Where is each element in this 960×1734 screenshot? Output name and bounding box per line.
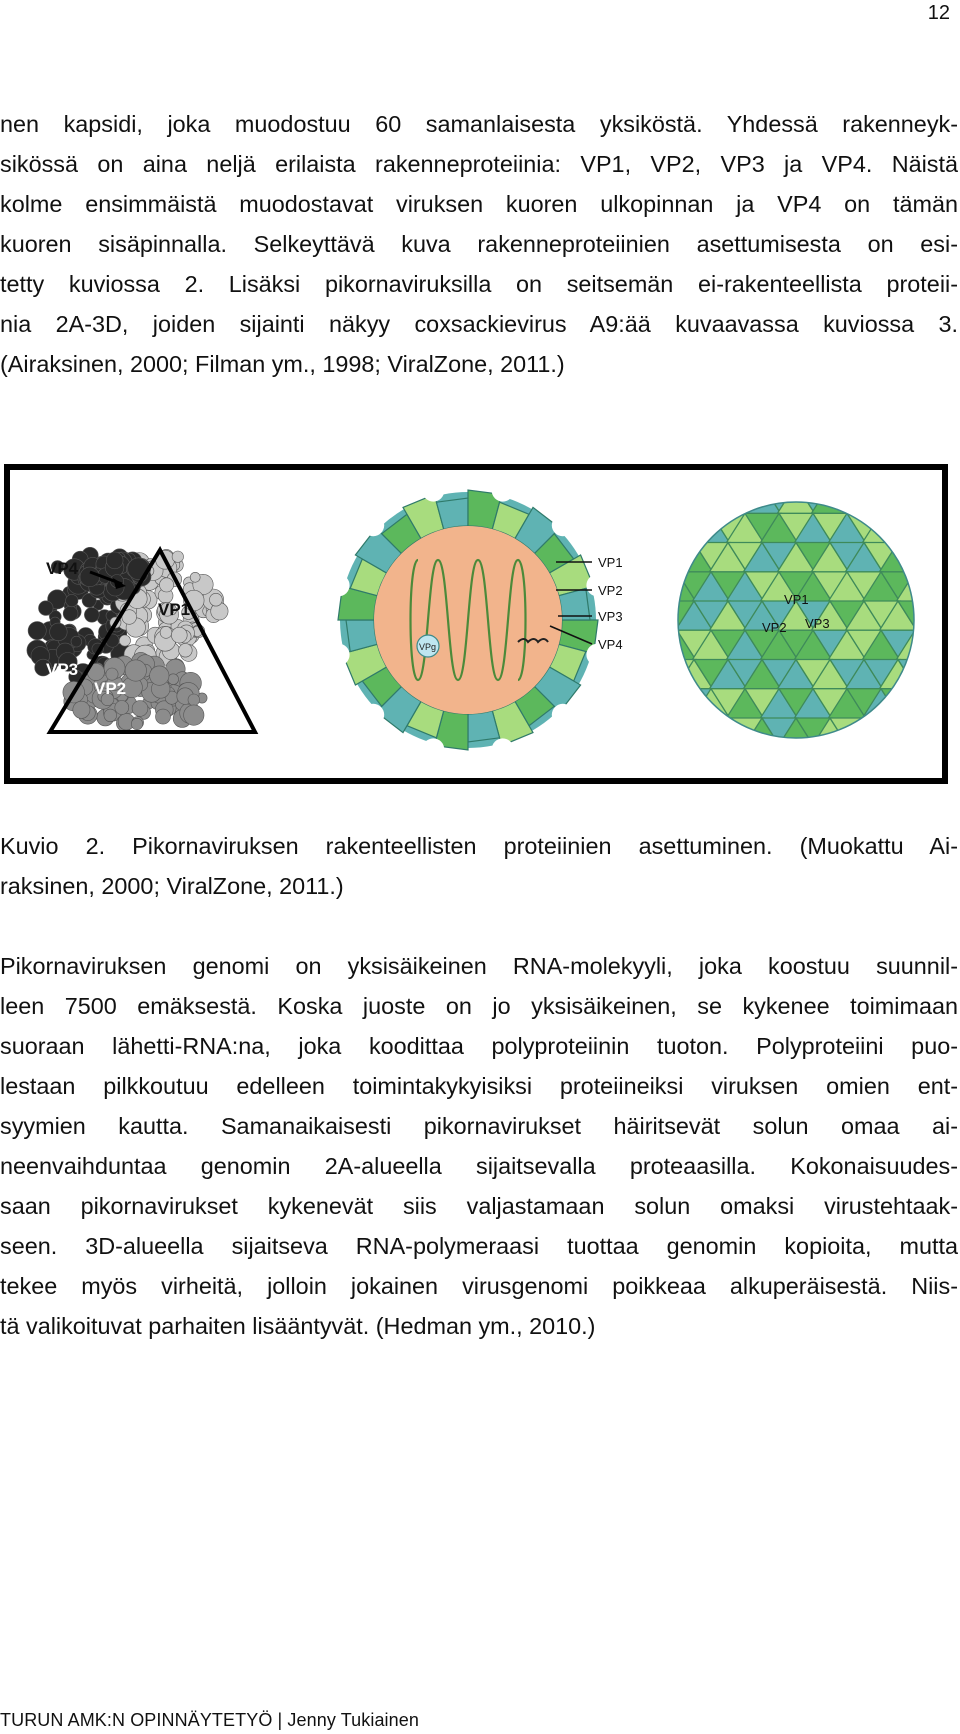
capsid-facet — [641, 660, 679, 690]
capsid-facet — [643, 572, 679, 602]
capsid-facet — [677, 470, 713, 485]
capsid-facet — [641, 601, 679, 631]
capsid-facet — [641, 718, 679, 748]
text-line: (Airaksinen, 2000; Filman ym., 1998; ViralZone, 2011.) — [0, 351, 565, 377]
capsid-facet — [794, 470, 832, 485]
protein-atom — [171, 627, 187, 643]
protein-atom — [188, 694, 200, 706]
capsid-facet — [864, 718, 900, 748]
capsid-facet — [660, 484, 696, 514]
capsid-facet — [932, 718, 942, 748]
capsid-facet — [779, 470, 815, 485]
capsid-facet — [794, 747, 832, 777]
capsid-facet — [813, 747, 849, 777]
capsid-facet — [862, 747, 900, 777]
capsid-facet — [915, 572, 942, 602]
capsid-facet — [845, 484, 883, 514]
capsid-facet — [641, 484, 679, 514]
protein-atom — [73, 701, 90, 718]
protein-atom — [210, 593, 223, 606]
vpg-label: VPg — [419, 642, 437, 652]
text-line: suoraan lähetti-RNA:na, joka koodittaa polyproteiinin tuoton. Polyproteiini puo- — [0, 1033, 958, 1059]
capsid-facet — [760, 747, 798, 777]
capsid-facet — [777, 484, 815, 514]
text-line: tetty kuviossa 2. Lisäksi pikornaviruksilla on seitsemän ei-rakenteellista proteii- — [0, 271, 958, 297]
capsid-facet — [711, 747, 747, 777]
text-line: Kuvio 2. Pikornaviruksen rakenteellisten proteiinien asettuminen. (Muokattu Ai- — [0, 833, 958, 859]
capsid-facet — [881, 513, 917, 543]
capsid-facet — [828, 470, 866, 485]
capsid-facet — [643, 747, 679, 777]
canyon-notch — [552, 704, 574, 726]
paragraph-1 — [0, 104, 958, 384]
vp2-label-left: VP2 — [94, 679, 127, 698]
capsid-facet — [711, 470, 747, 485]
protein-atom — [84, 607, 99, 622]
figure-caption — [0, 826, 958, 906]
capsid-facet — [626, 718, 662, 748]
capsid-facet — [743, 484, 781, 514]
capsid-facet — [915, 630, 942, 660]
capsid-facet — [694, 484, 730, 514]
text-line: tä valikoituvat parhaiten lisääntyvät. (Hedman ym., 2010.) — [0, 1313, 596, 1339]
capsid-facet — [932, 601, 942, 631]
protein-atom — [104, 709, 117, 722]
capsid-facet — [915, 689, 942, 719]
capsid-facet — [643, 630, 679, 660]
text-line: leen 7500 emäksestä. Koska juoste on jo yksisäikeinen, se kykenee toimimaan — [0, 993, 958, 1019]
capsid-facet — [626, 484, 662, 514]
vp1-label-middle: VP1 — [598, 555, 623, 570]
vp1-label-left: VP1 — [158, 600, 191, 619]
text-line: lestaan pilkkoutuu edelleen toimintakykyisiksi proteiineiksi viruksen omien ent- — [0, 1073, 958, 1099]
page-number: 12 — [927, 2, 950, 24]
capsid-facet — [658, 513, 696, 543]
capsid-facet — [898, 543, 934, 573]
page-footer: TURUN AMK:N OPINNÄYTETYÖ | Jenny Tukiainen — [0, 1710, 419, 1730]
protein-atom — [106, 552, 123, 569]
capsid-facet — [915, 513, 942, 543]
capsid-facet — [915, 747, 942, 777]
text-line: Pikornaviruksen genomi on yksisäikeinen RNA-molekyyli, joka koostuu suunnil- — [0, 953, 958, 979]
vp2-label-right: VP2 — [762, 620, 787, 635]
capsid-facet — [626, 543, 662, 573]
capsid-facet — [624, 513, 662, 543]
protein-atom — [50, 623, 68, 641]
capsid-facet — [624, 470, 662, 485]
capsid-facet — [830, 718, 866, 748]
capsid-facet — [930, 470, 942, 485]
capsid-facet — [677, 513, 713, 543]
text-line: seen. 3D-alueella sijaitseva RNA-polymeraasi tuottaa genomin kopioita, mutta — [0, 1233, 958, 1259]
capsid-facet — [932, 660, 942, 690]
capsid-facet — [896, 470, 934, 485]
capsid-facet — [881, 689, 917, 719]
capsid-facet — [930, 747, 942, 777]
vp2-label-middle: VP2 — [598, 583, 623, 598]
text-line: neenvaihduntaa genomin 2A-alueella sijaitsevalla proteaasilla. Kokonaisuudes- — [0, 1153, 958, 1179]
capsid-facet — [879, 484, 917, 514]
capsid-facet — [811, 484, 849, 514]
capsid-facet — [607, 660, 645, 690]
capsid-facet — [915, 470, 942, 485]
capsid-facet — [641, 543, 679, 573]
capsid-facet — [675, 484, 713, 514]
text-line: saan pikornavirukset kykenevät siis valjastamaan solun omaksi virustehtaak- — [0, 1193, 958, 1219]
capsid-facet — [624, 572, 662, 602]
capsid-facet — [847, 470, 883, 485]
protein-atom — [131, 718, 142, 729]
canyon-notch — [422, 480, 444, 502]
capsid-facet — [898, 718, 934, 748]
capsid-facet — [658, 689, 696, 719]
text-line: syymien kautta. Samanaikaisesti pikornavirukset häiritsevät solun omaa ai- — [0, 1113, 958, 1139]
capsid-facet — [881, 747, 917, 777]
capsid-facet — [677, 747, 713, 777]
capsid-facet — [675, 718, 713, 748]
canyon-notch — [552, 514, 574, 536]
capsid-facet — [930, 689, 942, 719]
capsid-facet — [896, 689, 934, 719]
capsid-facet — [881, 470, 917, 485]
protein-atom — [132, 701, 148, 717]
text-line: tekee myös virheitä, jolloin jokainen virusgenomi poikkeaa alkuperäisestä. Niis- — [0, 1273, 958, 1299]
protein-atom — [168, 674, 179, 685]
icosahedral-capsid-model — [607, 470, 942, 777]
capsid-facet — [658, 470, 696, 485]
protein-atom — [179, 644, 193, 658]
vp1-label-right: VP1 — [784, 592, 809, 607]
canyon-notch — [328, 574, 350, 596]
capsid-facet — [913, 484, 942, 514]
capsid-facet — [862, 470, 900, 485]
protein-atom — [39, 601, 54, 616]
canyon-notch — [328, 644, 350, 666]
capsid-facet — [847, 747, 883, 777]
figure-2 — [4, 464, 948, 784]
capsid-facet — [930, 572, 942, 602]
capsid-facet — [626, 601, 662, 631]
canyon-notch — [492, 480, 514, 502]
capsid-facet — [913, 543, 942, 573]
capsid-facet — [658, 747, 696, 777]
capsid-facet — [913, 718, 942, 748]
protein-atom — [125, 660, 146, 681]
capsid-facet — [745, 747, 781, 777]
capsid-facet — [828, 747, 866, 777]
capsid-protomer-model — [27, 547, 255, 732]
capsid-facet — [643, 513, 679, 543]
canyon-notch — [492, 738, 514, 760]
capsid-facet — [896, 513, 934, 543]
text-line: sikössä on aina neljä erilaista rakenneproteiinia: VP1, VP2, VP3 ja VP4. Näistä — [0, 151, 958, 177]
capsid-facet — [913, 660, 942, 690]
capsid-facet — [643, 470, 679, 485]
protein-atom — [160, 578, 174, 592]
capsid-facet — [745, 470, 781, 485]
paragraph-2 — [0, 946, 958, 1346]
text-line: kuoren sisäpinnalla. Selkeyttävä kuva rakenneproteiinien asettumisesta on esi- — [0, 231, 958, 257]
capsid-facet — [898, 660, 934, 690]
capsid-facet — [726, 747, 764, 777]
protein-atom — [66, 594, 78, 606]
capsid-facet — [660, 718, 696, 748]
capsid-facet — [779, 747, 815, 777]
capsid-facet — [898, 484, 934, 514]
protein-atom — [150, 666, 169, 685]
text-line: kolme ensimmäistä muodostavat viruksen kuoren ulkopinnan ja VP4 on tämän — [0, 191, 958, 217]
protein-atom — [160, 627, 172, 639]
vp4-label-middle: VP4 — [598, 637, 623, 652]
capsid-facet — [607, 718, 645, 748]
capsid-facet — [692, 470, 730, 485]
vp3-label-right: VP3 — [805, 616, 830, 631]
protein-atom — [63, 606, 78, 621]
capsid-facet — [930, 513, 942, 543]
vp3-label-left: VP3 — [46, 660, 79, 679]
protein-atom — [156, 709, 171, 724]
capsid-facet — [864, 484, 900, 514]
protein-atom — [115, 701, 129, 715]
capsid-cross-section-diagram — [328, 480, 623, 761]
capsid-facet — [626, 660, 662, 690]
protein-atom — [80, 567, 100, 587]
capsid-facet — [692, 747, 730, 777]
protein-atom — [190, 572, 200, 582]
vp3-label-middle: VP3 — [598, 609, 623, 624]
protein-atom — [172, 551, 183, 562]
capsid-facet — [879, 718, 917, 748]
capsid-facet — [643, 689, 679, 719]
protein-atom — [71, 636, 82, 647]
vp4-label-left: VP4 — [46, 559, 79, 578]
protein-atom — [28, 622, 46, 640]
text-line: nia 2A-3D, joiden sijainti näkyy coxsackievirus A9:ää kuvaavassa kuviossa 3. — [0, 311, 958, 337]
capsid-facet — [896, 747, 934, 777]
capsid-facet — [624, 689, 662, 719]
canyon-notch — [422, 738, 444, 760]
text-line: raksinen, 2000; ViralZone, 2011.) — [0, 873, 344, 899]
capsid-facet — [932, 484, 942, 514]
protein-atom — [119, 635, 130, 646]
capsid-facet — [760, 470, 798, 485]
protein-atom — [184, 705, 204, 725]
capsid-facet — [607, 484, 645, 514]
capsid-facet — [726, 470, 764, 485]
canyon-notch — [362, 704, 384, 726]
capsid-facet — [694, 718, 730, 748]
capsid-facet — [624, 747, 662, 777]
capsid-facet — [709, 484, 747, 514]
canyon-notch — [362, 514, 384, 536]
capsid-facet — [913, 601, 942, 631]
capsid-facet — [813, 470, 849, 485]
capsid-facet — [932, 543, 942, 573]
text-line: nen kapsidi, joka muodostuu 60 samanlaisesta yksiköstä. Yhdessä rakenneyk- — [0, 111, 958, 137]
capsid-facet — [624, 630, 662, 660]
capsid-facet — [930, 630, 942, 660]
